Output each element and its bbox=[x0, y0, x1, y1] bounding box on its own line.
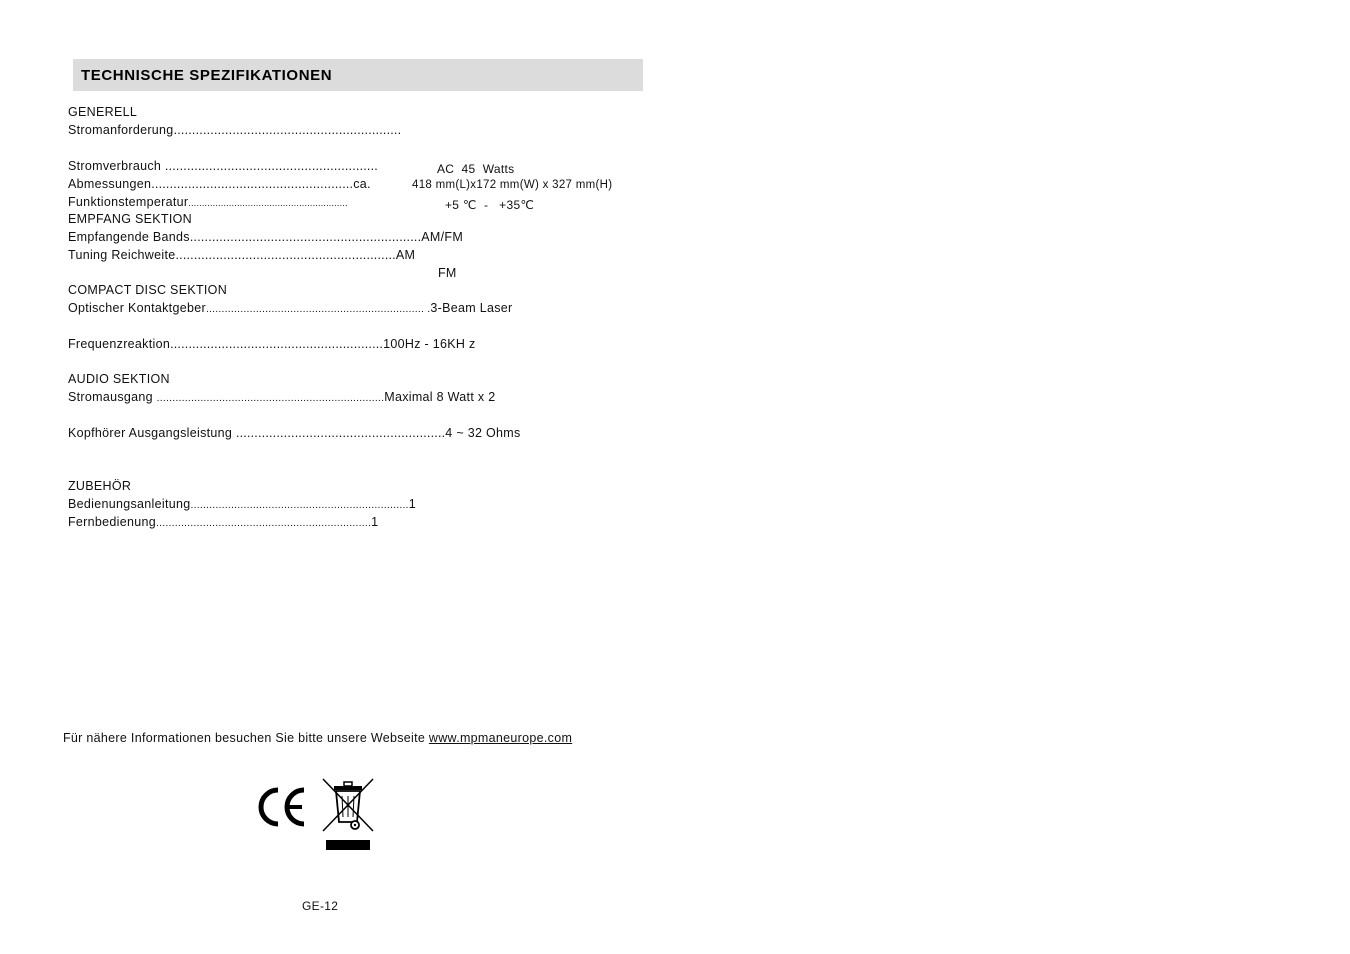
footer-info-text: Für nähere Informationen besuchen Sie bitte unsere Webseite bbox=[63, 731, 429, 745]
page-number: GE-12 bbox=[302, 899, 339, 913]
spec-row-stromverbrauch bbox=[68, 159, 378, 173]
spec-dots: ..................................................................... bbox=[156, 517, 372, 529]
spec-value-abmessungen: 418 mm(L)x172 mm(W) x 327 mm(H) bbox=[412, 179, 613, 191]
spec-label: Empfangende Bands bbox=[68, 230, 190, 244]
spec-value: 3-Beam Laser bbox=[430, 301, 513, 315]
spec-value-prefix: ca. bbox=[353, 177, 371, 191]
spec-dots: ......................................................... bbox=[235, 426, 446, 440]
spec-dots: ........................................................... bbox=[188, 198, 348, 208]
section-title-bar bbox=[73, 59, 643, 91]
spec-value: 4 ~ 32 Ohms bbox=[445, 426, 521, 440]
spec-value: AM bbox=[395, 248, 416, 262]
spec-label: Stromverbrauch bbox=[68, 159, 165, 173]
spec-value: Maximal 8 Watt x 2 bbox=[384, 390, 496, 404]
spec-dots: ............................................................ bbox=[175, 248, 396, 262]
spec-row-tuning-reichweite bbox=[68, 248, 415, 262]
section-heading-audio: AUDIO SEKTION bbox=[68, 372, 170, 386]
spec-label: Bedienungsanleitung bbox=[68, 497, 191, 511]
spec-dots: .......................................................... bbox=[170, 337, 384, 351]
spec-row-stromanforderung bbox=[68, 123, 401, 137]
spec-row-fernbedienung bbox=[68, 515, 378, 530]
spec-row-abmessungen bbox=[68, 177, 371, 191]
section-heading-generell: GENERELL bbox=[68, 105, 138, 119]
spec-label: Kopfhörer Ausgangsleistung bbox=[68, 426, 236, 440]
spec-row-stromausgang bbox=[68, 390, 495, 405]
spec-row-empfangende-bands bbox=[68, 230, 463, 244]
spec-label: Stromanforderung bbox=[68, 123, 174, 137]
spec-label: Frequenzreaktion bbox=[68, 337, 171, 351]
spec-value-tuning-fm: FM bbox=[438, 266, 457, 280]
crossed-out-wheelie-bin-icon bbox=[320, 776, 376, 834]
spec-row-optischer-kontaktgeber bbox=[68, 301, 513, 316]
spec-dots: ...................................................................... bbox=[190, 499, 409, 511]
spec-row-funktionstemperatur bbox=[68, 195, 348, 210]
spec-dots: .............................................................. bbox=[173, 123, 402, 137]
spec-value: 1 bbox=[371, 515, 379, 529]
spec-label: Optischer Kontaktgeber bbox=[68, 301, 206, 315]
footer-info bbox=[63, 731, 572, 745]
weee-bar bbox=[326, 840, 370, 850]
spec-value-funktionstemperatur: +5 ℃ - +35℃ bbox=[445, 198, 535, 212]
spec-dots: ....................................................... bbox=[151, 177, 354, 191]
spec-dots: .......................................................... bbox=[164, 159, 378, 173]
spec-value-stromverbrauch: AC 45 Watts bbox=[437, 162, 515, 176]
spec-value: 100Hz - 16KH z bbox=[383, 337, 476, 351]
spec-dots: ...................................................................... . bbox=[205, 303, 431, 315]
spec-row-kopfhoerer bbox=[68, 426, 521, 440]
spec-label: Stromausgang bbox=[68, 390, 157, 404]
spec-dots: ............................................................... bbox=[189, 230, 422, 244]
section-heading-empfang: EMPFANG SEKTION bbox=[68, 212, 192, 226]
spec-value: AM/FM bbox=[421, 230, 464, 244]
spec-label: Abmessungen bbox=[68, 177, 152, 191]
spec-label: Fernbedienung bbox=[68, 515, 156, 529]
section-heading-zubehoer: ZUBEHÖR bbox=[68, 479, 132, 493]
spec-row-frequenzreaktion bbox=[68, 337, 476, 351]
spec-dots: ......................................................................... bbox=[156, 392, 385, 404]
ce-mark-icon bbox=[256, 786, 308, 828]
website-link[interactable]: www.mpmaneurope.com bbox=[428, 731, 573, 745]
section-heading-cd: COMPACT DISC SEKTION bbox=[68, 283, 228, 297]
spec-value: 1 bbox=[408, 497, 416, 511]
spec-label: Tuning Reichweite bbox=[68, 248, 176, 262]
page-title: TECHNISCHE SPEZIFIKATIONEN bbox=[81, 67, 333, 84]
spec-label: Funktionstemperatur bbox=[68, 195, 189, 209]
spec-row-bedienungsanleitung bbox=[68, 497, 416, 512]
